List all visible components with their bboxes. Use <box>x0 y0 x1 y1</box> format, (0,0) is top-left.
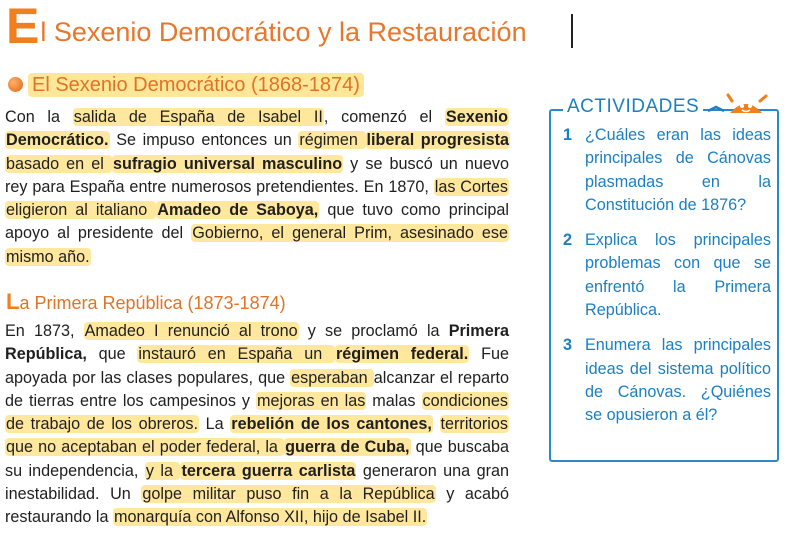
activity-item <box>563 334 771 427</box>
activity-number: 2 <box>563 231 573 250</box>
section1-title: El Sexenio Democrático (1868-1874) <box>28 73 364 97</box>
highlighted-text: instauró en España un <box>138 345 334 364</box>
highlighted-text: guerra de Cuba, <box>285 438 410 457</box>
highlighted-text: esperaban <box>291 368 373 387</box>
activity-text: Explica los principales problemas con que se enfrentó la Primera República. <box>585 231 771 320</box>
activity-item <box>563 229 771 322</box>
paragraph-text: , comenzó el <box>323 108 445 126</box>
section1-paragraph <box>5 106 509 269</box>
activity-text: ¿Cuáles eran las ideas principales de Cánovas plasmadas en la Constitución de 1876? <box>585 126 771 214</box>
paragraph-text: La <box>199 415 231 434</box>
activity-text: Enumera las principales ideas del sistema político de Cánovas. ¿Quiénes se opusieron a él? <box>585 336 771 425</box>
highlighted-text: Amadeo I renunció al trono <box>84 322 298 340</box>
highlighted-text: sufragio universal masculino <box>112 154 343 173</box>
highlighted-text: Sexenio Democrático. <box>6 108 508 150</box>
highlighted-text: golpe militar puso fin a la República <box>142 485 435 504</box>
paragraph-text <box>433 415 440 433</box>
title-text: l Sexenio Democrático y la Restauración <box>40 17 527 47</box>
paragraph-text: malas <box>366 391 422 410</box>
paragraph-text: generaron una gran inestabilidad. Un <box>5 461 510 504</box>
activity-number: 3 <box>563 336 573 355</box>
paragraph-text: que tuvo como principal apoyo al presidente del <box>5 201 509 243</box>
activities-title: ACTIVIDADES <box>567 96 700 117</box>
highlighted-text: mejoras en las <box>257 391 366 410</box>
highlighted-text: régimen federal. <box>335 345 469 364</box>
paragraph-text: que buscaba su independencia, <box>5 438 509 480</box>
section1-heading <box>8 72 364 100</box>
highlighted-text: monarquía con Alfonso XII, hijo de Isabel II. <box>114 508 427 527</box>
highlighted-text: Amadeo de Saboya, <box>157 201 319 220</box>
activities-header <box>563 96 703 118</box>
title-initial: E <box>6 0 40 54</box>
section2-title: a Primera República (1873-1874) <box>19 293 286 313</box>
section2-heading <box>6 289 286 317</box>
paragraph-text: Fue apoyada por las clases populares, que <box>5 345 509 387</box>
bullet-dot-icon <box>8 77 23 92</box>
highlighted-text: basado en el <box>6 154 111 173</box>
paragraph-text: Con la <box>5 108 73 126</box>
highlighted-text: salida de España de Isabel II <box>73 108 323 126</box>
section2-initial: L <box>6 289 20 314</box>
paragraph-text: alcanzar el reparto de tierras entre los campesinos y <box>5 368 509 410</box>
highlighted-text: las Cortes eligieron al italiano <box>6 177 508 220</box>
highlighted-text: condiciones de trabajo de los obreros. <box>6 391 508 434</box>
bold-text: Primera República, <box>5 322 509 364</box>
paragraph-text: y se buscó un nuevo rey para España entre numerosos pretendientes. En 1870, <box>5 154 509 196</box>
paragraph-text: que <box>86 345 138 364</box>
page-title <box>6 0 527 54</box>
section2-paragraph <box>5 320 509 530</box>
highlighted-text: tercera guerra carlista <box>181 461 356 480</box>
paragraph-text: En 1873, <box>5 322 84 340</box>
highlighted-text: rebelión de los cantones, <box>231 415 432 434</box>
mascot-icon <box>706 93 776 115</box>
paragraph-text: y acabó restaurando la <box>5 485 509 527</box>
highlighted-text: Gobierno, el general Prim, asesinado ese mismo año. <box>6 224 509 266</box>
highlighted-text: liberal progresista <box>366 131 509 150</box>
highlighted-text: territorios que no aceptaban el poder federal, la <box>6 415 508 457</box>
paragraph-text: Se impuso entonces un <box>109 131 299 150</box>
highlighted-text: y la <box>145 461 180 480</box>
activity-number: 1 <box>563 126 573 144</box>
activities-list <box>563 124 771 440</box>
highlighted-text: régimen <box>299 131 365 150</box>
text-cursor <box>571 14 573 48</box>
paragraph-text: y se proclamó la <box>298 322 449 340</box>
activity-item <box>563 124 771 217</box>
